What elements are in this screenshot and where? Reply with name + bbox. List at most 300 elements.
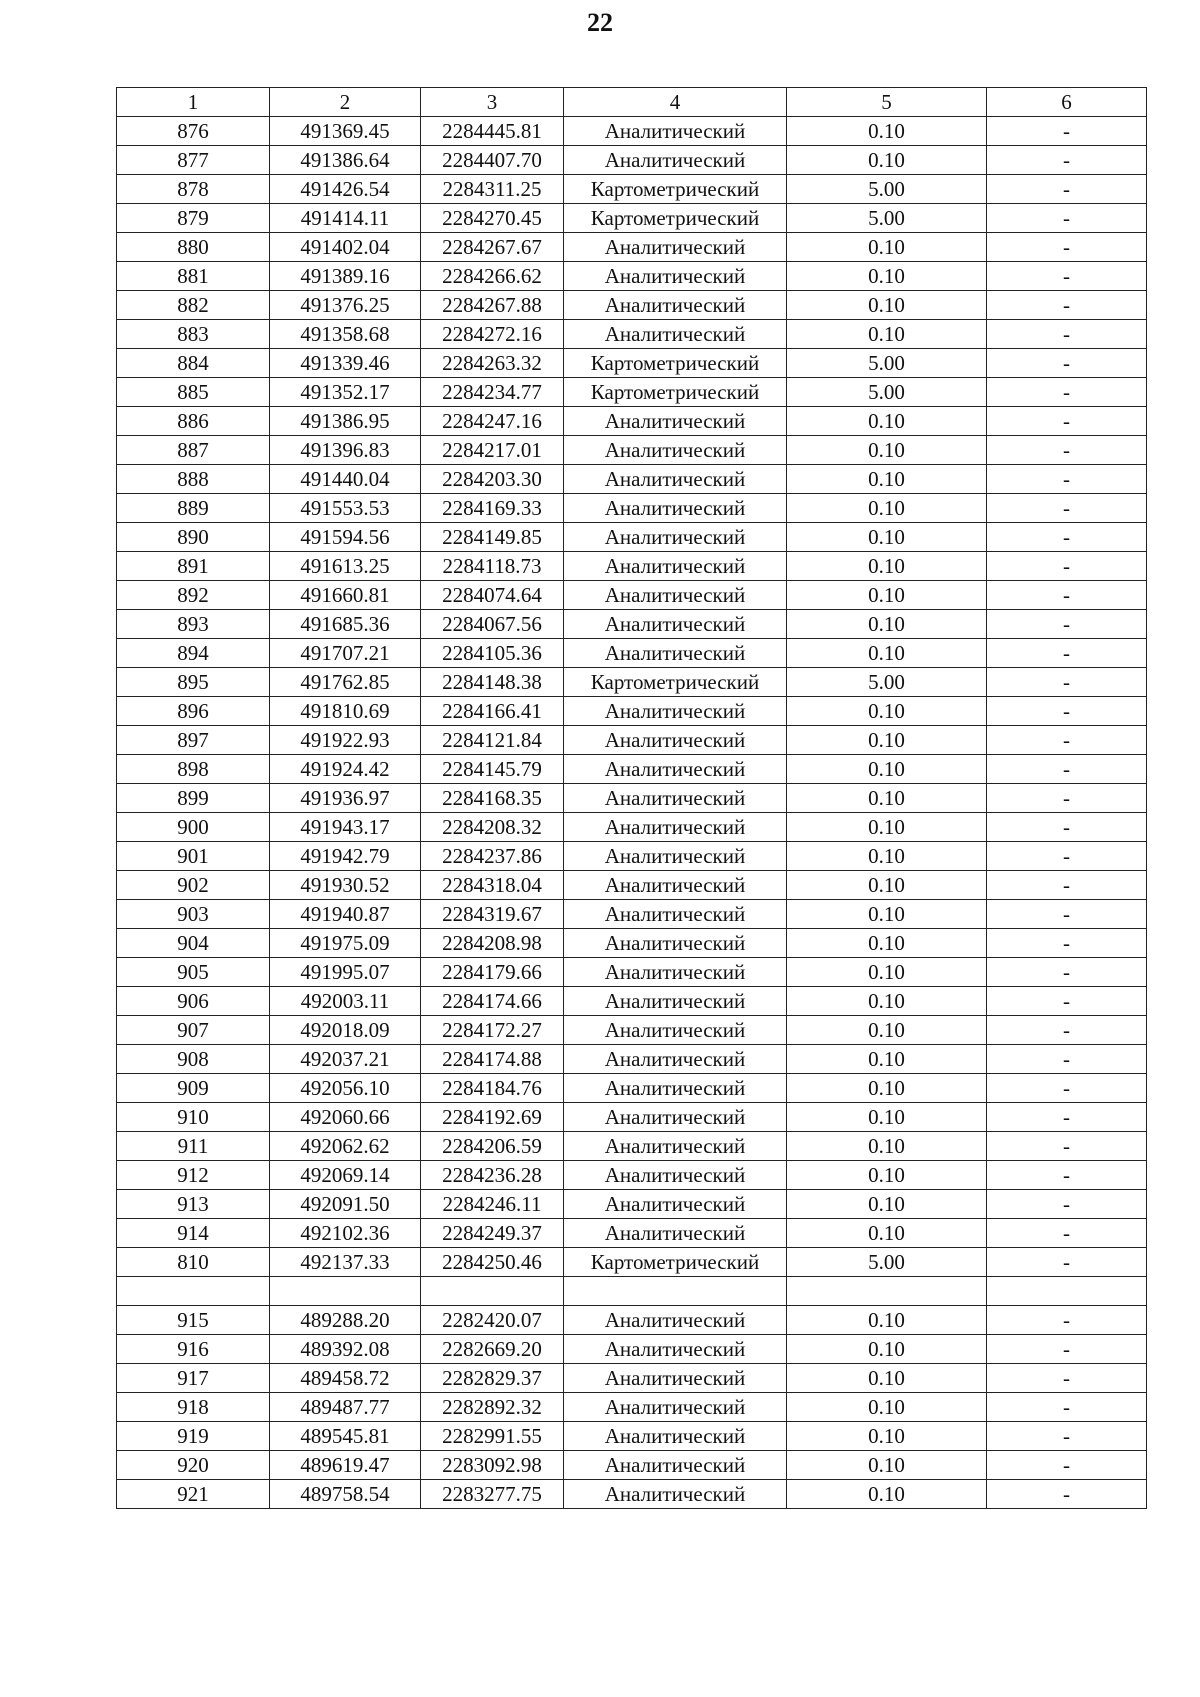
header-cell-3: 3	[421, 88, 564, 117]
table-row	[117, 494, 1147, 523]
x-coordinate-cell: 491553.53	[270, 494, 421, 523]
accuracy-cell: 0.10	[787, 1450, 987, 1479]
accuracy-cell: 0.10	[787, 842, 987, 871]
note-cell: -	[987, 407, 1147, 436]
note-cell: -	[987, 175, 1147, 204]
accuracy-cell: 0.10	[787, 494, 987, 523]
header-cell-5: 5	[787, 88, 987, 117]
table-row	[117, 1392, 1147, 1421]
table-row	[117, 349, 1147, 378]
method-cell: Аналитический	[564, 697, 787, 726]
note-cell	[987, 1277, 1147, 1306]
y-coordinate-cell: 2284445.81	[421, 117, 564, 146]
x-coordinate-cell: 491995.07	[270, 958, 421, 987]
method-cell: Аналитический	[564, 726, 787, 755]
x-coordinate-cell: 491707.21	[270, 639, 421, 668]
table-row	[117, 291, 1147, 320]
table-row	[117, 320, 1147, 349]
y-coordinate-cell: 2284247.16	[421, 407, 564, 436]
y-coordinate-cell: 2284270.45	[421, 204, 564, 233]
point-number-cell: 901	[117, 842, 270, 871]
table-row	[117, 900, 1147, 929]
table-row	[117, 813, 1147, 842]
y-coordinate-cell: 2284148.38	[421, 668, 564, 697]
table-row	[117, 726, 1147, 755]
y-coordinate-cell: 2284234.77	[421, 378, 564, 407]
x-coordinate-cell: 489458.72	[270, 1363, 421, 1392]
accuracy-cell: 0.10	[787, 117, 987, 146]
note-cell: -	[987, 842, 1147, 871]
table-row	[117, 755, 1147, 784]
table-row	[117, 146, 1147, 175]
y-coordinate-cell: 2284192.69	[421, 1103, 564, 1132]
accuracy-cell: 0.10	[787, 1421, 987, 1450]
table-row	[117, 1103, 1147, 1132]
accuracy-cell: 0.10	[787, 813, 987, 842]
accuracy-cell: 5.00	[787, 378, 987, 407]
accuracy-cell: 5.00	[787, 204, 987, 233]
method-cell: Аналитический	[564, 1334, 787, 1363]
point-number-cell: 897	[117, 726, 270, 755]
accuracy-cell: 0.10	[787, 1392, 987, 1421]
x-coordinate-cell: 492003.11	[270, 987, 421, 1016]
note-cell: -	[987, 726, 1147, 755]
point-number-cell: 878	[117, 175, 270, 204]
point-number-cell: 914	[117, 1219, 270, 1248]
y-coordinate-cell: 2284318.04	[421, 871, 564, 900]
y-coordinate-cell: 2282991.55	[421, 1421, 564, 1450]
x-coordinate-cell: 489487.77	[270, 1392, 421, 1421]
note-cell: -	[987, 262, 1147, 291]
x-coordinate-cell: 491930.52	[270, 871, 421, 900]
x-coordinate-cell: 491594.56	[270, 523, 421, 552]
table-row	[117, 610, 1147, 639]
accuracy-cell: 0.10	[787, 929, 987, 958]
y-coordinate-cell: 2284168.35	[421, 784, 564, 813]
x-coordinate-cell: 491924.42	[270, 755, 421, 784]
table-row	[117, 958, 1147, 987]
point-number-cell: 887	[117, 436, 270, 465]
note-cell: -	[987, 204, 1147, 233]
header-cell-1: 1	[117, 88, 270, 117]
x-coordinate-cell: 491613.25	[270, 552, 421, 581]
method-cell: Аналитический	[564, 900, 787, 929]
method-cell: Аналитический	[564, 610, 787, 639]
table-row	[117, 1421, 1147, 1450]
x-coordinate-cell: 491943.17	[270, 813, 421, 842]
table-row	[117, 117, 1147, 146]
y-coordinate-cell: 2284311.25	[421, 175, 564, 204]
method-cell: Аналитический	[564, 1045, 787, 1074]
note-cell: -	[987, 1103, 1147, 1132]
x-coordinate-cell: 489392.08	[270, 1334, 421, 1363]
x-coordinate-cell: 492037.21	[270, 1045, 421, 1074]
method-cell: Аналитический	[564, 581, 787, 610]
method-cell: Аналитический	[564, 1161, 787, 1190]
accuracy-cell: 0.10	[787, 871, 987, 900]
x-coordinate-cell: 491339.46	[270, 349, 421, 378]
point-number-cell: 908	[117, 1045, 270, 1074]
point-number-cell: 876	[117, 117, 270, 146]
point-number-cell: 894	[117, 639, 270, 668]
y-coordinate-cell: 2284174.88	[421, 1045, 564, 1074]
method-cell: Аналитический	[564, 1392, 787, 1421]
header-cell-2: 2	[270, 88, 421, 117]
table-row	[117, 1219, 1147, 1248]
accuracy-cell: 0.10	[787, 1334, 987, 1363]
y-coordinate-cell: 2284407.70	[421, 146, 564, 175]
table-row	[117, 1190, 1147, 1219]
method-cell: Аналитический	[564, 1074, 787, 1103]
method-cell: Аналитический	[564, 436, 787, 465]
y-coordinate-cell: 2284263.32	[421, 349, 564, 378]
point-number-cell: 886	[117, 407, 270, 436]
accuracy-cell: 0.10	[787, 552, 987, 581]
y-coordinate-cell: 2284250.46	[421, 1248, 564, 1277]
point-number-cell: 896	[117, 697, 270, 726]
point-number-cell: 877	[117, 146, 270, 175]
note-cell: -	[987, 291, 1147, 320]
x-coordinate-cell: 491810.69	[270, 697, 421, 726]
accuracy-cell: 0.10	[787, 1363, 987, 1392]
note-cell: -	[987, 494, 1147, 523]
accuracy-cell: 0.10	[787, 233, 987, 262]
point-number-cell: 884	[117, 349, 270, 378]
x-coordinate-cell: 491376.25	[270, 291, 421, 320]
note-cell: -	[987, 1045, 1147, 1074]
x-coordinate-cell: 489758.54	[270, 1479, 421, 1508]
y-coordinate-cell: 2284149.85	[421, 523, 564, 552]
note-cell: -	[987, 465, 1147, 494]
x-coordinate-cell: 491922.93	[270, 726, 421, 755]
y-coordinate-cell: 2284208.98	[421, 929, 564, 958]
x-coordinate-cell: 491942.79	[270, 842, 421, 871]
method-cell: Картометрический	[564, 668, 787, 697]
x-coordinate-cell: 491660.81	[270, 581, 421, 610]
method-cell: Аналитический	[564, 552, 787, 581]
table-row	[117, 1479, 1147, 1508]
y-coordinate-cell: 2284206.59	[421, 1132, 564, 1161]
method-cell: Аналитический	[564, 929, 787, 958]
point-number-cell: 913	[117, 1190, 270, 1219]
y-coordinate-cell: 2284121.84	[421, 726, 564, 755]
x-coordinate-cell: 491396.83	[270, 436, 421, 465]
accuracy-cell: 0.10	[787, 987, 987, 1016]
note-cell: -	[987, 233, 1147, 262]
y-coordinate-cell: 2284272.16	[421, 320, 564, 349]
method-cell: Аналитический	[564, 1103, 787, 1132]
method-cell: Картометрический	[564, 1248, 787, 1277]
method-cell: Аналитический	[564, 1450, 787, 1479]
accuracy-cell: 0.10	[787, 900, 987, 929]
note-cell: -	[987, 639, 1147, 668]
table-row	[117, 784, 1147, 813]
accuracy-cell: 0.10	[787, 1132, 987, 1161]
note-cell: -	[987, 349, 1147, 378]
point-number-cell: 895	[117, 668, 270, 697]
x-coordinate-cell: 491369.45	[270, 117, 421, 146]
note-cell: -	[987, 1334, 1147, 1363]
y-coordinate-cell: 2284267.67	[421, 233, 564, 262]
accuracy-cell: 0.10	[787, 1074, 987, 1103]
table-row	[117, 436, 1147, 465]
note-cell: -	[987, 668, 1147, 697]
table-row	[117, 842, 1147, 871]
method-cell: Аналитический	[564, 407, 787, 436]
accuracy-cell: 0.10	[787, 726, 987, 755]
y-coordinate-cell: 2282420.07	[421, 1305, 564, 1334]
point-number-cell: 906	[117, 987, 270, 1016]
accuracy-cell: 0.10	[787, 639, 987, 668]
method-cell: Аналитический	[564, 871, 787, 900]
accuracy-cell: 5.00	[787, 668, 987, 697]
x-coordinate-cell	[270, 1277, 421, 1306]
method-cell: Картометрический	[564, 378, 787, 407]
x-coordinate-cell: 491936.97	[270, 784, 421, 813]
method-cell	[564, 1277, 787, 1306]
method-cell: Аналитический	[564, 1305, 787, 1334]
table-row	[117, 465, 1147, 494]
note-cell: -	[987, 987, 1147, 1016]
x-coordinate-cell: 492056.10	[270, 1074, 421, 1103]
note-cell: -	[987, 436, 1147, 465]
y-coordinate-cell: 2284145.79	[421, 755, 564, 784]
y-coordinate-cell: 2284203.30	[421, 465, 564, 494]
method-cell: Аналитический	[564, 784, 787, 813]
y-coordinate-cell: 2284179.66	[421, 958, 564, 987]
y-coordinate-cell: 2284174.66	[421, 987, 564, 1016]
point-number-cell: 921	[117, 1479, 270, 1508]
table-row	[117, 552, 1147, 581]
point-number-cell: 902	[117, 871, 270, 900]
method-cell: Аналитический	[564, 987, 787, 1016]
accuracy-cell: 0.10	[787, 1103, 987, 1132]
method-cell: Аналитический	[564, 1132, 787, 1161]
point-number-cell: 882	[117, 291, 270, 320]
method-cell: Аналитический	[564, 1219, 787, 1248]
accuracy-cell: 0.10	[787, 146, 987, 175]
x-coordinate-cell: 492060.66	[270, 1103, 421, 1132]
accuracy-cell: 0.10	[787, 1219, 987, 1248]
accuracy-cell	[787, 1277, 987, 1306]
accuracy-cell: 0.10	[787, 1479, 987, 1508]
note-cell: -	[987, 146, 1147, 175]
point-number-cell: 889	[117, 494, 270, 523]
point-number-cell: 916	[117, 1334, 270, 1363]
x-coordinate-cell: 491940.87	[270, 900, 421, 929]
y-coordinate-cell: 2284236.28	[421, 1161, 564, 1190]
table-row	[117, 987, 1147, 1016]
note-cell: -	[987, 1219, 1147, 1248]
x-coordinate-cell: 491389.16	[270, 262, 421, 291]
y-coordinate-cell: 2284105.36	[421, 639, 564, 668]
header-cell-6: 6	[987, 88, 1147, 117]
point-number-cell	[117, 1277, 270, 1306]
accuracy-cell: 0.10	[787, 407, 987, 436]
y-coordinate-cell: 2284067.56	[421, 610, 564, 639]
method-cell: Аналитический	[564, 262, 787, 291]
method-cell: Картометрический	[564, 204, 787, 233]
y-coordinate-cell: 2284319.67	[421, 900, 564, 929]
point-number-cell: 912	[117, 1161, 270, 1190]
note-cell: -	[987, 1450, 1147, 1479]
method-cell: Аналитический	[564, 146, 787, 175]
y-coordinate-cell: 2284118.73	[421, 552, 564, 581]
coordinates-table	[116, 87, 1147, 1509]
table-row	[117, 1016, 1147, 1045]
accuracy-cell: 5.00	[787, 175, 987, 204]
point-number-cell: 920	[117, 1450, 270, 1479]
point-number-cell: 909	[117, 1074, 270, 1103]
point-number-cell: 899	[117, 784, 270, 813]
accuracy-cell: 0.10	[787, 1016, 987, 1045]
x-coordinate-cell: 492018.09	[270, 1016, 421, 1045]
y-coordinate-cell: 2282669.20	[421, 1334, 564, 1363]
method-cell: Аналитический	[564, 1016, 787, 1045]
table-row	[117, 523, 1147, 552]
point-number-cell: 880	[117, 233, 270, 262]
note-cell: -	[987, 1363, 1147, 1392]
note-cell: -	[987, 1421, 1147, 1450]
y-coordinate-cell	[421, 1277, 564, 1306]
header-row	[117, 88, 1147, 117]
accuracy-cell: 0.10	[787, 697, 987, 726]
note-cell: -	[987, 523, 1147, 552]
method-cell: Аналитический	[564, 1363, 787, 1392]
method-cell: Аналитический	[564, 1190, 787, 1219]
point-number-cell: 915	[117, 1305, 270, 1334]
method-cell: Аналитический	[564, 1421, 787, 1450]
method-cell: Аналитический	[564, 842, 787, 871]
y-coordinate-cell: 2283277.75	[421, 1479, 564, 1508]
x-coordinate-cell: 491386.95	[270, 407, 421, 436]
table-row	[117, 1305, 1147, 1334]
note-cell: -	[987, 958, 1147, 987]
accuracy-cell: 0.10	[787, 581, 987, 610]
table-row	[117, 1074, 1147, 1103]
point-number-cell: 879	[117, 204, 270, 233]
note-cell: -	[987, 1074, 1147, 1103]
note-cell: -	[987, 755, 1147, 784]
y-coordinate-cell: 2284237.86	[421, 842, 564, 871]
point-number-cell: 888	[117, 465, 270, 494]
y-coordinate-cell: 2283092.98	[421, 1450, 564, 1479]
method-cell: Аналитический	[564, 639, 787, 668]
note-cell: -	[987, 813, 1147, 842]
method-cell: Аналитический	[564, 1479, 787, 1508]
table-row	[117, 1334, 1147, 1363]
accuracy-cell: 0.10	[787, 262, 987, 291]
method-cell: Аналитический	[564, 291, 787, 320]
header-cell-4: 4	[564, 88, 787, 117]
method-cell: Картометрический	[564, 175, 787, 204]
table-row	[117, 1248, 1147, 1277]
accuracy-cell: 0.10	[787, 958, 987, 987]
y-coordinate-cell: 2284267.88	[421, 291, 564, 320]
coordinates-table-body	[117, 88, 1147, 1509]
point-number-cell: 810	[117, 1248, 270, 1277]
point-number-cell: 905	[117, 958, 270, 987]
y-coordinate-cell: 2282829.37	[421, 1363, 564, 1392]
x-coordinate-cell: 491386.64	[270, 146, 421, 175]
point-number-cell: 910	[117, 1103, 270, 1132]
y-coordinate-cell: 2284208.32	[421, 813, 564, 842]
y-coordinate-cell: 2284172.27	[421, 1016, 564, 1045]
method-cell: Аналитический	[564, 494, 787, 523]
point-number-cell: 881	[117, 262, 270, 291]
y-coordinate-cell: 2284169.33	[421, 494, 564, 523]
accuracy-cell: 0.10	[787, 523, 987, 552]
y-coordinate-cell: 2284074.64	[421, 581, 564, 610]
point-number-cell: 892	[117, 581, 270, 610]
table-row	[117, 639, 1147, 668]
accuracy-cell: 0.10	[787, 1161, 987, 1190]
note-cell: -	[987, 1190, 1147, 1219]
method-cell: Аналитический	[564, 465, 787, 494]
point-number-cell: 903	[117, 900, 270, 929]
note-cell: -	[987, 1479, 1147, 1508]
note-cell: -	[987, 929, 1147, 958]
y-coordinate-cell: 2284266.62	[421, 262, 564, 291]
x-coordinate-cell: 492137.33	[270, 1248, 421, 1277]
point-number-cell: 904	[117, 929, 270, 958]
point-number-cell: 883	[117, 320, 270, 349]
table-row	[117, 175, 1147, 204]
point-number-cell: 898	[117, 755, 270, 784]
method-cell: Аналитический	[564, 523, 787, 552]
x-coordinate-cell: 492091.50	[270, 1190, 421, 1219]
point-number-cell: 918	[117, 1392, 270, 1421]
table-row	[117, 378, 1147, 407]
point-number-cell: 900	[117, 813, 270, 842]
table-row	[117, 929, 1147, 958]
note-cell: -	[987, 900, 1147, 929]
point-number-cell: 885	[117, 378, 270, 407]
x-coordinate-cell: 491426.54	[270, 175, 421, 204]
note-cell: -	[987, 1305, 1147, 1334]
x-coordinate-cell: 491440.04	[270, 465, 421, 494]
table-row	[117, 668, 1147, 697]
x-coordinate-cell: 491358.68	[270, 320, 421, 349]
note-cell: -	[987, 1392, 1147, 1421]
point-number-cell: 891	[117, 552, 270, 581]
method-cell: Аналитический	[564, 320, 787, 349]
accuracy-cell: 0.10	[787, 291, 987, 320]
method-cell: Аналитический	[564, 233, 787, 262]
note-cell: -	[987, 697, 1147, 726]
y-coordinate-cell: 2284246.11	[421, 1190, 564, 1219]
note-cell: -	[987, 871, 1147, 900]
note-cell: -	[987, 610, 1147, 639]
method-cell: Аналитический	[564, 117, 787, 146]
table-row	[117, 1132, 1147, 1161]
note-cell: -	[987, 1248, 1147, 1277]
x-coordinate-cell: 491762.85	[270, 668, 421, 697]
table-row	[117, 871, 1147, 900]
point-number-cell: 919	[117, 1421, 270, 1450]
point-number-cell: 907	[117, 1016, 270, 1045]
table-row	[117, 1045, 1147, 1074]
table-row	[117, 581, 1147, 610]
accuracy-cell: 0.10	[787, 1305, 987, 1334]
note-cell: -	[987, 378, 1147, 407]
accuracy-cell: 0.10	[787, 436, 987, 465]
accuracy-cell: 0.10	[787, 465, 987, 494]
accuracy-cell: 0.10	[787, 755, 987, 784]
table-row	[117, 407, 1147, 436]
accuracy-cell: 0.10	[787, 610, 987, 639]
x-coordinate-cell: 491685.36	[270, 610, 421, 639]
